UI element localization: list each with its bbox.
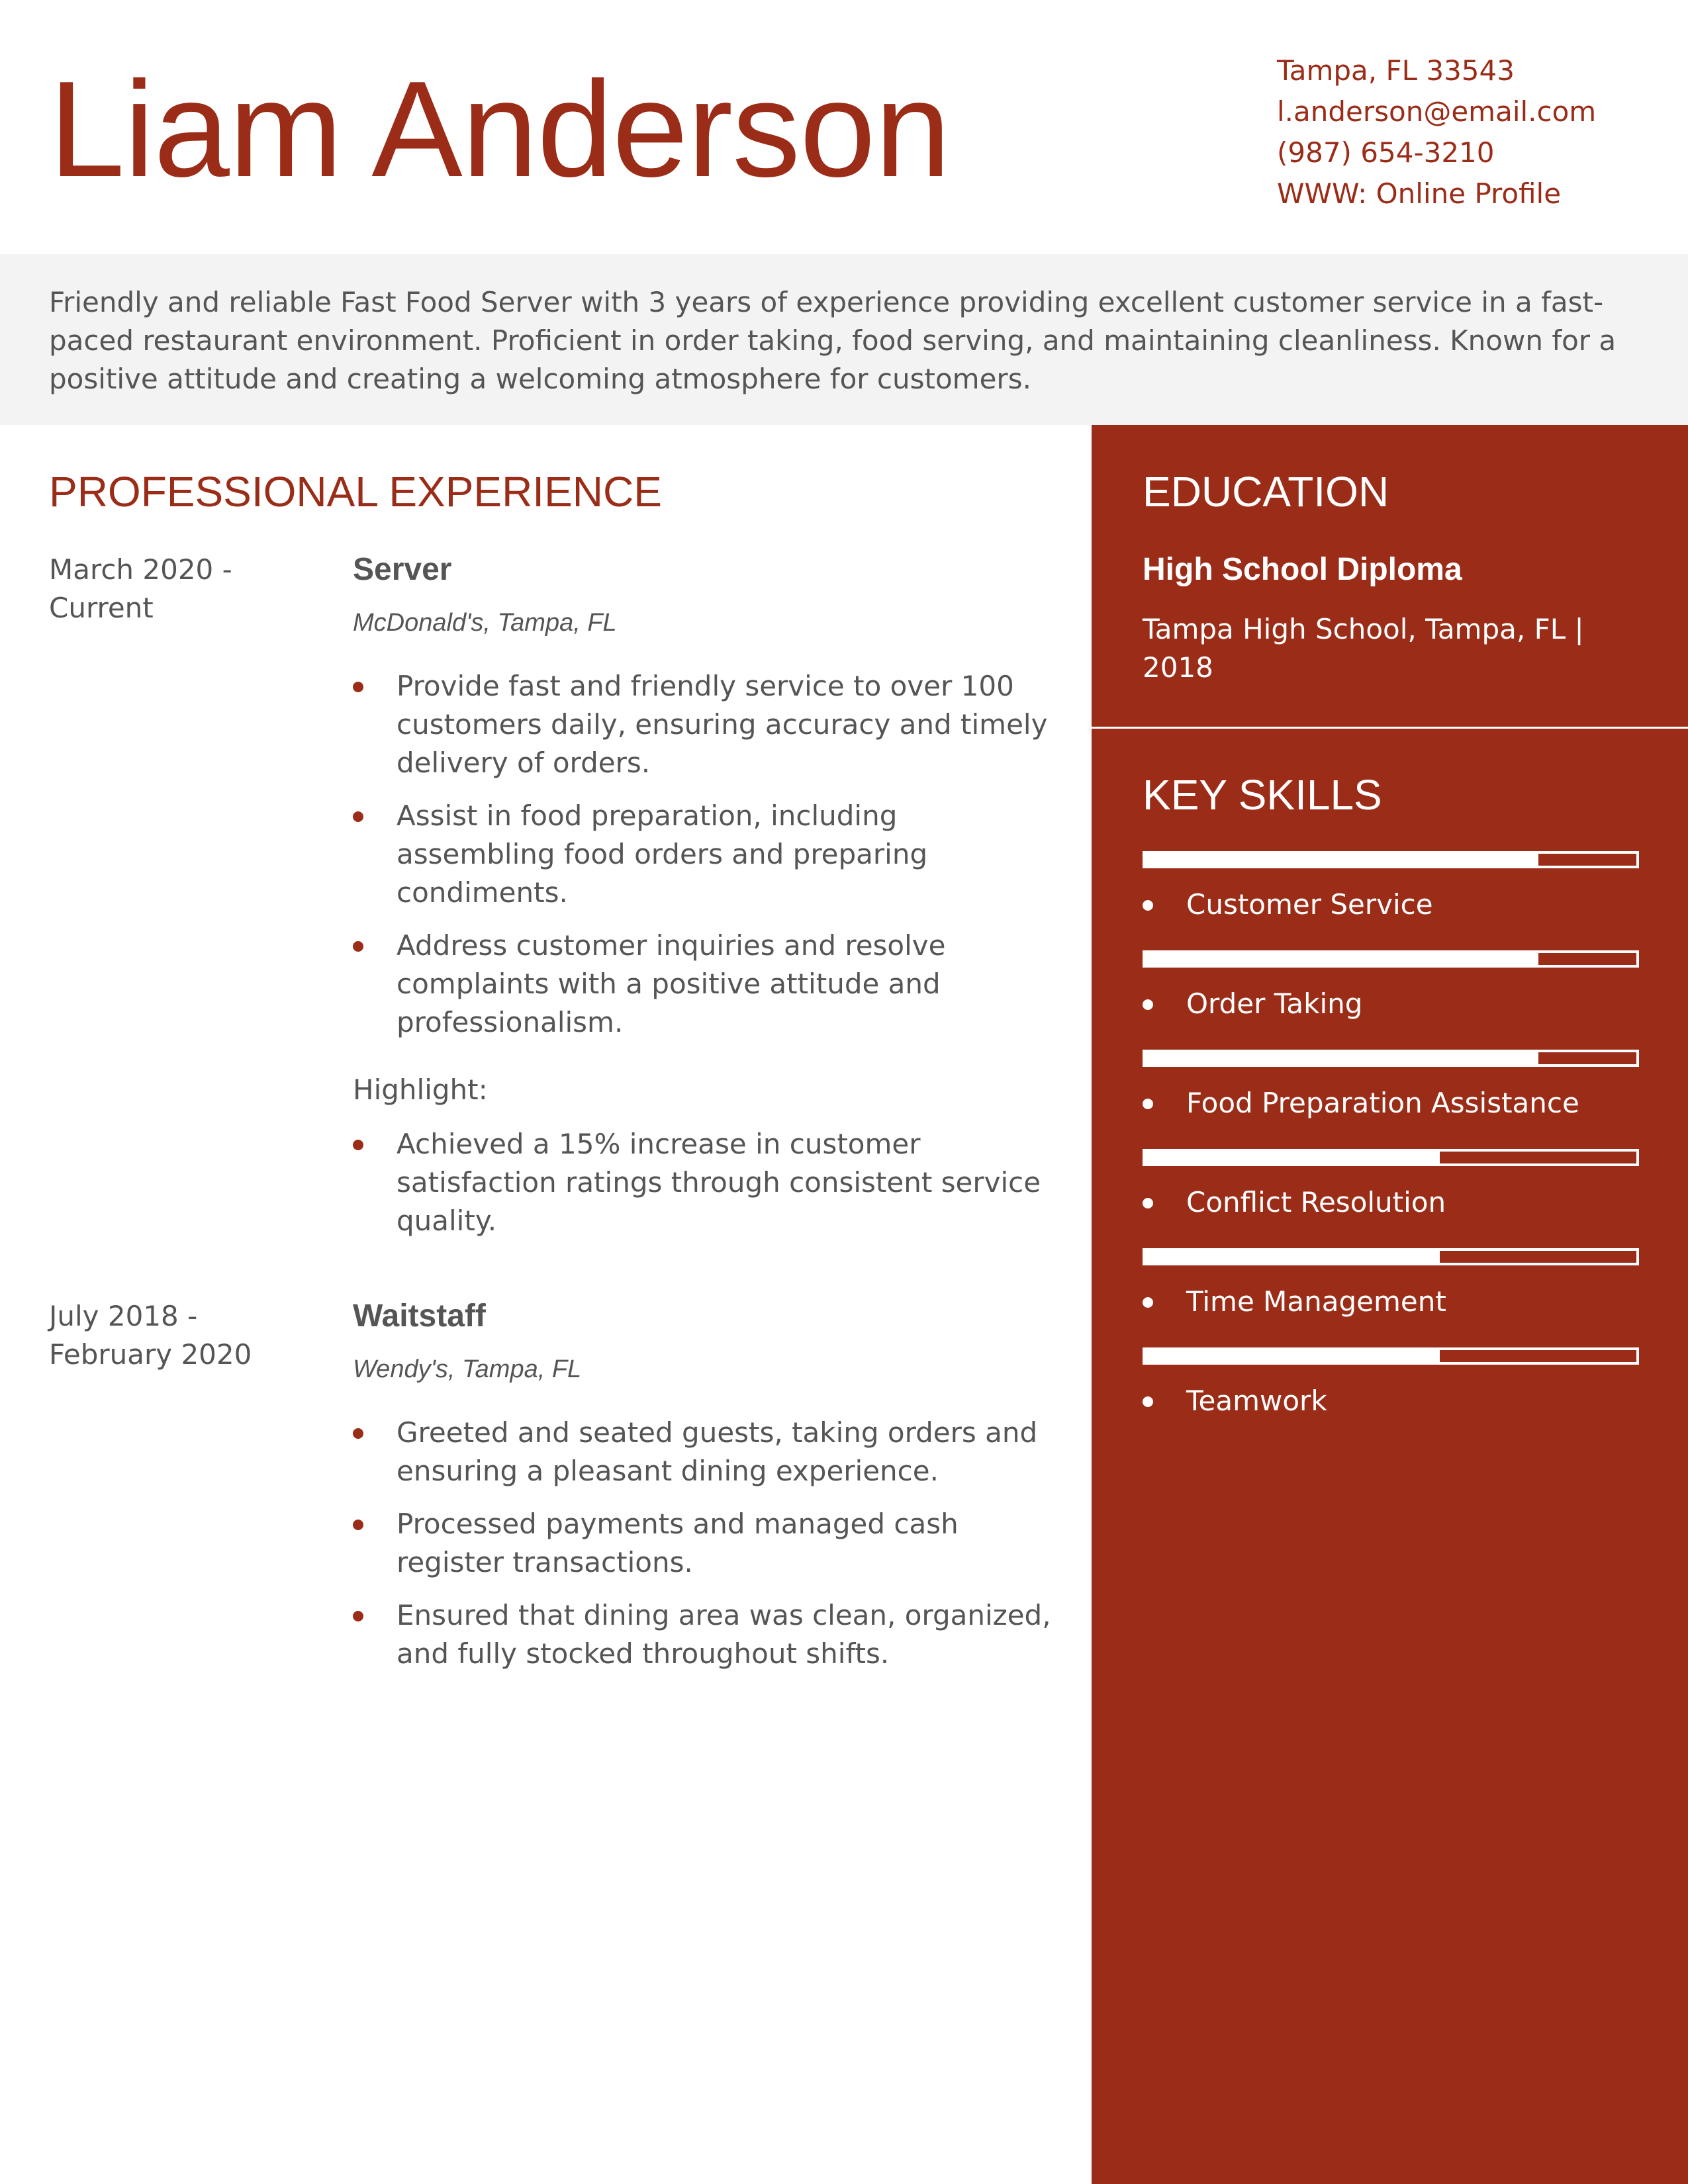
bullet-dot-icon bbox=[1143, 999, 1153, 1010]
job-date-end: February 2020 bbox=[49, 1338, 252, 1371]
job-date-start: March 2020 - bbox=[49, 553, 232, 586]
skill-level-fill bbox=[1145, 1152, 1440, 1163]
sidebar-divider bbox=[1092, 727, 1688, 729]
experience-title: PROFESSIONAL EXPERIENCE bbox=[49, 468, 662, 516]
skill-name: Food Preparation Assistance bbox=[1186, 1087, 1579, 1119]
skill-item bbox=[1143, 1347, 1639, 1447]
job-date-start: July 2018 - bbox=[49, 1300, 198, 1332]
highlight-label: Highlight: bbox=[353, 1073, 488, 1106]
skill-item bbox=[1143, 1050, 1639, 1149]
bullet-dot-icon bbox=[1143, 1198, 1153, 1208]
bullet-dot-icon bbox=[1143, 1297, 1153, 1308]
bullet-dot-icon bbox=[1143, 1099, 1153, 1109]
bullet-dot-icon bbox=[353, 1140, 363, 1150]
job-company: Wendy's, Tampa, FL bbox=[353, 1355, 582, 1383]
job-dates bbox=[49, 1297, 301, 1374]
skills-list bbox=[1143, 851, 1639, 1447]
list-item: Assist in food preparation, including assembling food orders and preparing condiments. bbox=[353, 797, 1055, 912]
bullet-dot-icon bbox=[353, 682, 363, 692]
skill-level-bar bbox=[1143, 851, 1639, 868]
skill-level-fill bbox=[1145, 1251, 1440, 1263]
skill-item bbox=[1143, 950, 1639, 1050]
bullet-dot-icon bbox=[353, 941, 363, 952]
job-bullets bbox=[353, 667, 1055, 1042]
skills-title: KEY SKILLS bbox=[1143, 771, 1382, 819]
job-company: McDonald's, Tampa, FL bbox=[353, 609, 617, 637]
skill-level-fill bbox=[1145, 854, 1538, 866]
job-date-end: Current bbox=[49, 592, 154, 624]
contact-phone[interactable]: (987) 654-3210 bbox=[1277, 136, 1495, 169]
skill-name: Conflict Resolution bbox=[1186, 1186, 1446, 1218]
education-title: EDUCATION bbox=[1143, 468, 1389, 516]
contact-website[interactable]: WWW: Online Profile bbox=[1277, 177, 1562, 210]
job-dates bbox=[49, 551, 301, 627]
contact-email[interactable]: l.anderson@email.com bbox=[1277, 95, 1597, 128]
bullet-dot-icon bbox=[1143, 900, 1153, 911]
candidate-name: Liam Anderson bbox=[49, 53, 951, 205]
skill-level-bar bbox=[1143, 1347, 1639, 1365]
skill-item bbox=[1143, 1149, 1639, 1248]
list-item: Greeted and seated guests, taking orders and ensuring a pleasant dining experience. bbox=[353, 1414, 1055, 1490]
skill-name: Order Taking bbox=[1186, 987, 1363, 1020]
skill-level-fill bbox=[1145, 1052, 1538, 1064]
skill-name: Teamwork bbox=[1186, 1385, 1327, 1417]
bullet-dot-icon bbox=[1143, 1396, 1153, 1407]
main-column bbox=[0, 425, 1092, 2184]
contact-info bbox=[1277, 50, 1596, 214]
list-item: Address customer inquiries and resolve complaints with a positive attitude and professionalism. bbox=[353, 927, 1055, 1042]
list-item: Ensured that dining area was clean, organized, and fully stocked throughout shifts. bbox=[353, 1596, 1055, 1673]
skill-level-bar bbox=[1143, 1149, 1639, 1166]
summary-text: Friendly and reliable Fast Food Server with 3 years of experience providing excellent customer service in a fast-paced restaurant environment. Proficient in order taking, food serving, and maintaining cleanliness. Known for a positive attitude and creating a welcoming atmosphere for customers. bbox=[49, 286, 1617, 395]
resume-header bbox=[0, 0, 1688, 254]
education-degree: High School Diploma bbox=[1143, 552, 1462, 587]
education-school: Tampa High School, Tampa, FL | 2018 bbox=[1143, 613, 1584, 684]
contact-address: Tampa, FL 33543 bbox=[1277, 54, 1515, 87]
job-bullets bbox=[353, 1414, 1055, 1673]
summary-section bbox=[0, 254, 1688, 425]
skill-name: Time Management bbox=[1186, 1285, 1446, 1318]
skill-level-bar bbox=[1143, 1248, 1639, 1265]
skill-level-bar bbox=[1143, 1050, 1639, 1067]
list-item: Provide fast and friendly service to over 100 customers daily, ensuring accuracy and timely delivery of orders. bbox=[353, 667, 1055, 782]
bullet-dot-icon bbox=[353, 1611, 363, 1621]
skill-level-bar bbox=[1143, 950, 1639, 968]
job-body bbox=[353, 1297, 1055, 1688]
skill-level-fill bbox=[1145, 953, 1538, 965]
bullet-dot-icon bbox=[353, 811, 363, 822]
bullet-dot-icon bbox=[353, 1428, 363, 1439]
list-item: Processed payments and managed cash register transactions. bbox=[353, 1505, 1055, 1582]
job-title: Waitstaff bbox=[353, 1298, 486, 1334]
bullet-dot-icon bbox=[353, 1520, 363, 1530]
list-item: Achieved a 15% increase in customer satisfaction ratings through consistent service quality. bbox=[353, 1125, 1055, 1240]
skill-item bbox=[1143, 1248, 1639, 1347]
skill-item bbox=[1143, 851, 1639, 950]
job-title: Server bbox=[353, 552, 452, 587]
sidebar bbox=[1092, 425, 1688, 2184]
highlight-bullets bbox=[353, 1125, 1055, 1240]
skill-name: Customer Service bbox=[1186, 888, 1433, 921]
skill-level-fill bbox=[1145, 1350, 1440, 1362]
job-body bbox=[353, 551, 1055, 1255]
